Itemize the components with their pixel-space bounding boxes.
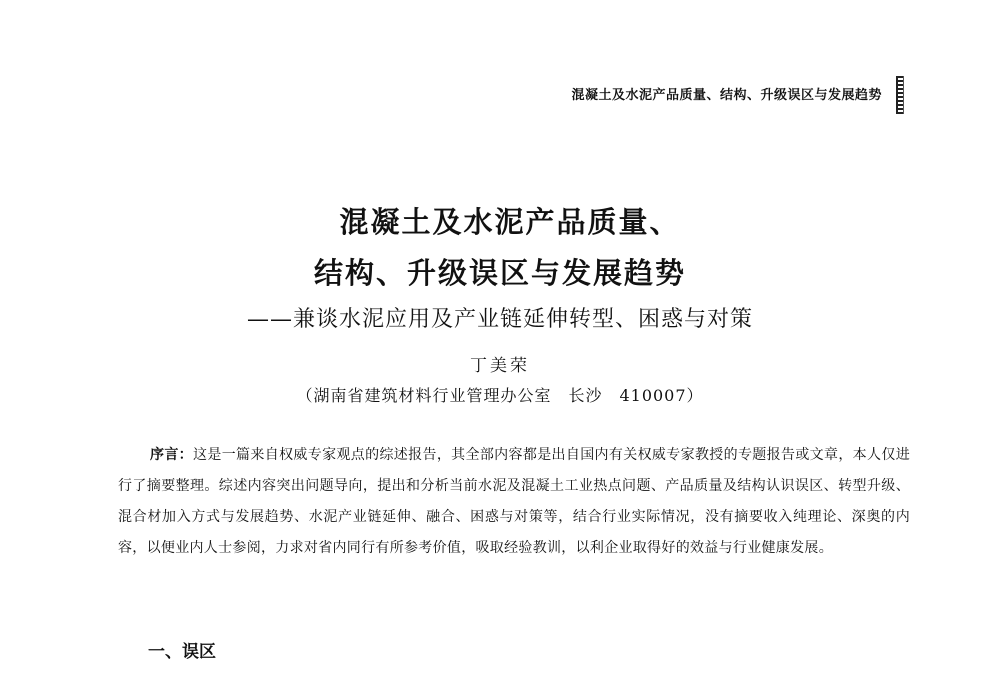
running-header: 混凝土及水泥产品质量、结构、升级误区与发展趋势 [571, 88, 882, 103]
abstract-text: 这是一篇来自权威专家观点的综述报告，其全部内容都是出自国内有关权威专家教授的专题报告或文章，本人仅进行了摘要整理。综述内容突出问题导向，提出和分析当前水泥及混凝土工业热点问题、产品质量及结构认识误区、转型升级、混合材加入方式与发展趋势、水泥产业链延伸、融合、困惑与对策等，结合行业实际情况，没有摘要收入纯理论、深奥的内容，以便业内人士参阅，力求对省内同行有所参考价值，吸取经验教训，以利企业取得好的效益与行业健康发展。 [118, 447, 911, 556]
abstract-label: 序言： [150, 447, 194, 463]
author: 丁美荣 [470, 356, 530, 376]
title-line-2: 结构、升级误区与发展趋势 [313, 256, 686, 290]
header-edge-mark [896, 76, 904, 114]
affiliation: （湖南省建筑材料行业管理办公室 长沙 410007） [296, 386, 704, 405]
section-heading: 一、误区 [148, 642, 216, 662]
abstract [118, 440, 910, 564]
title-line-1: 混凝土及水泥产品质量、 [339, 205, 681, 239]
subtitle: ——兼谈水泥应用及产业链延伸转型、困惑与对策 [246, 307, 753, 332]
